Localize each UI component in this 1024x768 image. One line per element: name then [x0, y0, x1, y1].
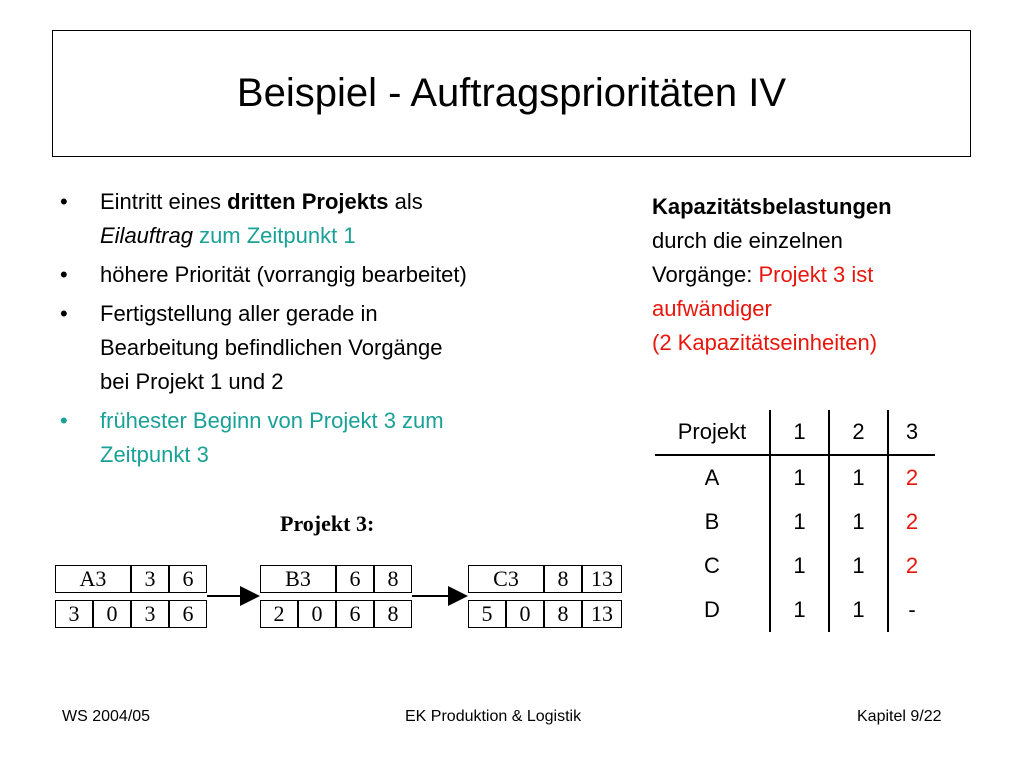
- node-c3-value: 8: [544, 565, 582, 593]
- footer-left: WS 2004/05: [62, 708, 151, 725]
- bullet-1-text-teal: zum Zeitpunkt 1: [192, 223, 356, 248]
- capacity-line-2: durch die einzelnen: [652, 228, 843, 253]
- capacity-line-5-red: (2 Kapazitätseinheiten): [652, 330, 878, 355]
- bullet-3-line-2: Bearbeitung befindlichen Vorgänge: [100, 335, 443, 360]
- node-b3-value: 8: [374, 565, 412, 593]
- bullet-dot: •: [60, 408, 68, 433]
- table-cell: 2: [888, 455, 935, 500]
- node-c3-value: 0: [506, 600, 544, 628]
- slide-title: Beispiel - Auftragsprioritäten IV: [236, 71, 787, 115]
- bullet-1-text-italic: Eilauftrag: [100, 223, 193, 248]
- table-cell: B: [704, 509, 720, 534]
- bullet-dot: •: [60, 301, 68, 326]
- table-cell: 1: [770, 544, 829, 588]
- table-cell: 1: [770, 588, 829, 632]
- capacity-line-3-red: Projekt 3 ist: [758, 262, 874, 287]
- bullet-1-text-a: Eintritt eines: [100, 189, 228, 214]
- table-cell: 1: [829, 455, 888, 500]
- table-cell: D: [704, 597, 720, 622]
- bullet-2-text: höhere Priorität (vorrangig bearbeitet): [100, 262, 467, 287]
- node-a3-value: 3: [131, 565, 169, 593]
- node-a3-value: 6: [169, 600, 207, 628]
- node-c3-value: 13: [582, 565, 622, 593]
- node-a3-value: 3: [55, 600, 93, 628]
- table-header-cell: 1: [770, 410, 829, 455]
- table-header-cell: Projekt: [655, 410, 770, 455]
- node-a3-value: 3: [131, 600, 169, 628]
- node-b3-value: 0: [298, 600, 336, 628]
- node-b3-value: 6: [336, 600, 374, 628]
- capacity-heading: Kapazitätsbelastungen: [652, 194, 892, 219]
- table-cell: 1: [770, 455, 829, 500]
- bullet-dot: •: [60, 189, 68, 214]
- footer-center: EK Produktion & Logistik: [405, 708, 582, 725]
- bullet-4-line-2: Zeitpunkt 3: [100, 442, 209, 467]
- table-cell: 2: [888, 500, 935, 544]
- network-label: Projekt 3:: [280, 511, 375, 536]
- node-a3-value: 0: [93, 600, 131, 628]
- node-a3-value: 6: [169, 565, 207, 593]
- footer-right: Kapitel 9/22: [857, 708, 942, 725]
- table-cell: 1: [770, 500, 829, 544]
- node-c3-value: 8: [544, 600, 582, 628]
- node-b3-value: 6: [336, 565, 374, 593]
- node-c3-name: C3: [468, 565, 544, 593]
- table-cell: C: [704, 553, 720, 578]
- bullet-1-text-bold: dritten Projekts: [227, 189, 389, 214]
- table-cell: -: [888, 588, 935, 632]
- bullet-4-line-1: frühester Beginn von Projekt 3 zum: [100, 408, 444, 433]
- bullet-3-line-3: bei Projekt 1 und 2: [100, 369, 284, 394]
- table-cell: 1: [829, 588, 888, 632]
- capacity-line-3: Vorgänge:: [652, 262, 759, 287]
- table-cell: A: [704, 465, 720, 490]
- capacity-line-4-red: aufwändiger: [652, 296, 772, 321]
- table-header-cell: 3: [888, 410, 935, 455]
- table-cell: 1: [829, 544, 888, 588]
- bullet-dot: •: [60, 262, 68, 287]
- table-cell: 2: [888, 544, 935, 588]
- node-b3-value: 8: [374, 600, 412, 628]
- table-header-cell: 2: [829, 410, 888, 455]
- node-c3-value: 13: [582, 600, 622, 628]
- node-b3-name: B3: [260, 565, 336, 593]
- node-c3-value: 5: [468, 600, 506, 628]
- bullet-1-text-c: als: [388, 189, 423, 214]
- node-a3-name: A3: [55, 565, 131, 593]
- bullet-3-line-1: Fertigstellung aller gerade in: [100, 301, 378, 326]
- table-cell: 1: [829, 500, 888, 544]
- node-b3-value: 2: [260, 600, 298, 628]
